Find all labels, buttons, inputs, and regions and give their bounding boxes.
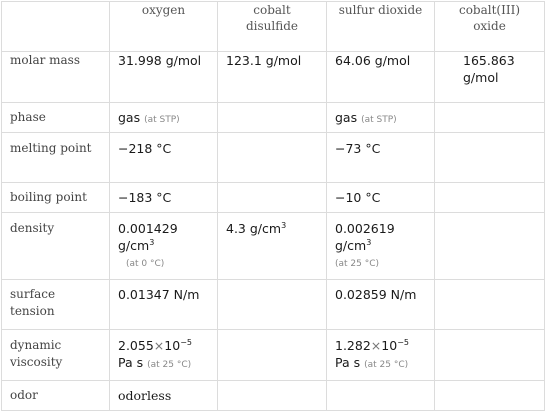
row-label-odor: odor xyxy=(2,381,110,411)
column-header-sulfur-dioxide: sulfur dioxide xyxy=(327,2,435,52)
table-row xyxy=(2,133,545,183)
density-cobalt-disulfide xyxy=(218,213,327,280)
viscosity-oxygen-mantissa: 2.055 xyxy=(118,338,154,353)
row-label-surface-tension: surface tension xyxy=(2,280,110,330)
odor-cobalt-disulfide xyxy=(218,381,327,411)
row-label-density: density xyxy=(2,213,110,280)
dynamic-viscosity-oxygen xyxy=(110,330,218,381)
surface-tension-cobalt-iii-oxide xyxy=(435,280,545,330)
phase-sulfur-dioxide-note: (at STP) xyxy=(361,115,397,125)
table-row xyxy=(2,280,545,330)
odor-sulfur-dioxide xyxy=(327,381,435,411)
table-row xyxy=(2,103,545,133)
density-oxygen-value: 0.001429 xyxy=(118,221,178,236)
column-header-cobalt-iii-oxide: cobalt(III) oxide xyxy=(435,2,545,52)
melting-point-cobalt-disulfide xyxy=(218,133,327,183)
density-sulfur-dioxide-unit: g/cm xyxy=(335,238,367,253)
viscosity-sulfur-dioxide-times: × xyxy=(370,338,382,353)
density-sulfur-dioxide-exponent: 3 xyxy=(366,237,372,247)
phase-cobalt-disulfide xyxy=(218,103,327,133)
row-label-dynamic-viscosity: dynamic viscosity xyxy=(2,330,110,381)
table-row xyxy=(2,213,545,280)
density-cobalt-disulfide-value: 4.3 g/cm xyxy=(226,221,282,236)
column-header-cobalt-disulfide: cobalt disulfide xyxy=(218,2,327,52)
density-cobalt-disulfide-exponent: 3 xyxy=(281,220,287,230)
dynamic-viscosity-sulfur-dioxide xyxy=(327,330,435,381)
odor-cobalt-iii-oxide xyxy=(435,381,545,411)
dynamic-viscosity-cobalt-disulfide xyxy=(218,330,327,381)
viscosity-oxygen-exponent: −5 xyxy=(180,337,192,347)
boiling-point-sulfur-dioxide: −10 °C xyxy=(327,183,435,213)
table-row xyxy=(2,183,545,213)
row-label-phase: phase xyxy=(2,103,110,133)
properties-table xyxy=(1,1,545,411)
viscosity-oxygen-unit: Pa s xyxy=(118,355,144,370)
row-label-melting-point: melting point xyxy=(2,133,110,183)
molar-mass-oxygen: 31.998 g/mol xyxy=(110,52,218,103)
viscosity-sulfur-dioxide-exponent: −5 xyxy=(397,337,409,347)
melting-point-cobalt-iii-oxide xyxy=(435,133,545,183)
density-cobalt-iii-oxide xyxy=(435,213,545,280)
viscosity-oxygen-times: × xyxy=(153,338,165,353)
density-oxygen-note: (at 0 °C) xyxy=(126,259,165,269)
viscosity-sulfur-dioxide-note: (at 25 °C) xyxy=(364,360,409,370)
row-label-molar-mass: molar mass xyxy=(2,52,110,103)
melting-point-oxygen: −218 °C xyxy=(110,133,218,183)
column-header-oxygen: oxygen xyxy=(110,2,218,52)
boiling-point-cobalt-disulfide xyxy=(218,183,327,213)
phase-sulfur-dioxide-value: gas xyxy=(335,110,358,125)
surface-tension-oxygen: 0.01347 N/m xyxy=(110,280,218,330)
density-oxygen-unit: g/cm xyxy=(118,238,150,253)
boiling-point-oxygen: −183 °C xyxy=(110,183,218,213)
molar-mass-cobalt-iii-oxide: 165.863 g/mol xyxy=(435,52,545,103)
density-sulfur-dioxide-note: (at 25 °C) xyxy=(335,259,380,269)
viscosity-sulfur-dioxide-unit: Pa s xyxy=(335,355,361,370)
molar-mass-sulfur-dioxide: 64.06 g/mol xyxy=(327,52,435,103)
molar-mass-cobalt-disulfide: 123.1 g/mol xyxy=(218,52,327,103)
phase-oxygen xyxy=(110,103,218,133)
table-row xyxy=(2,330,545,381)
phase-sulfur-dioxide xyxy=(327,103,435,133)
viscosity-sulfur-dioxide-base: 10 xyxy=(381,338,398,353)
melting-point-sulfur-dioxide: −73 °C xyxy=(327,133,435,183)
surface-tension-cobalt-disulfide xyxy=(218,280,327,330)
row-label-boiling-point: boiling point xyxy=(2,183,110,213)
viscosity-oxygen-base: 10 xyxy=(164,338,181,353)
density-sulfur-dioxide-value: 0.002619 xyxy=(335,221,395,236)
table-row xyxy=(2,52,545,103)
density-oxygen xyxy=(110,213,218,280)
dynamic-viscosity-cobalt-iii-oxide xyxy=(435,330,545,381)
phase-oxygen-note: (at STP) xyxy=(144,115,180,125)
density-sulfur-dioxide xyxy=(327,213,435,280)
table-row xyxy=(2,381,545,411)
header-row xyxy=(2,2,545,52)
density-oxygen-exponent: 3 xyxy=(149,237,155,247)
viscosity-oxygen-note: (at 25 °C) xyxy=(147,360,192,370)
odor-oxygen: odorless xyxy=(110,381,218,411)
corner-cell xyxy=(2,2,110,52)
viscosity-sulfur-dioxide-mantissa: 1.282 xyxy=(335,338,371,353)
phase-cobalt-iii-oxide xyxy=(435,103,545,133)
phase-oxygen-value: gas xyxy=(118,110,141,125)
surface-tension-sulfur-dioxide: 0.02859 N/m xyxy=(327,280,435,330)
boiling-point-cobalt-iii-oxide xyxy=(435,183,545,213)
